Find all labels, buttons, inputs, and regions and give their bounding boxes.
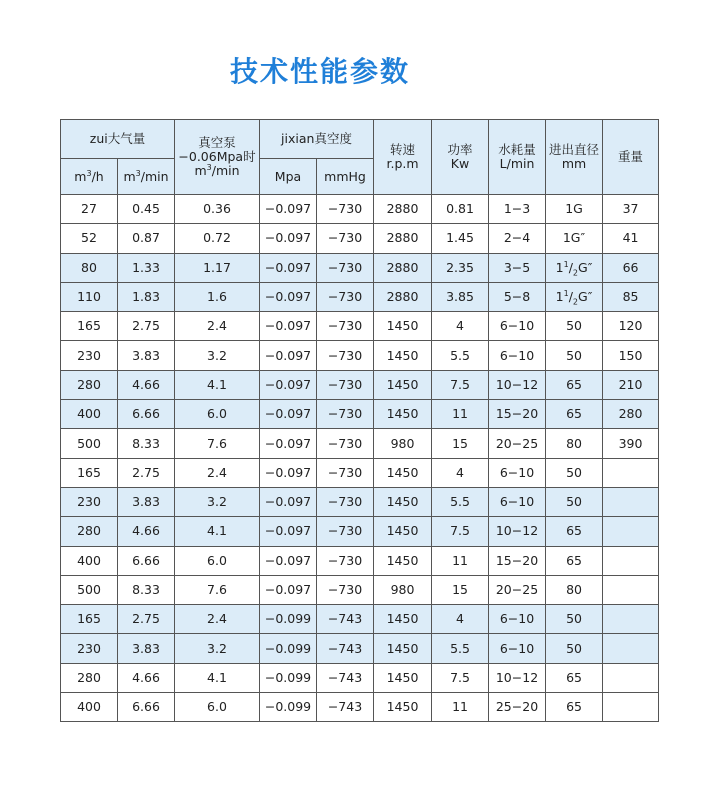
cell-m3h: 52 (61, 224, 118, 253)
cell-m3h: 165 (61, 458, 118, 487)
cell-mmhg: −743 (317, 693, 374, 722)
cell-mmhg: −730 (317, 517, 374, 546)
cell-weight (603, 605, 659, 634)
cell-kw: 4 (432, 458, 489, 487)
cell-mmhg: −743 (317, 663, 374, 692)
cell-m3h: 280 (61, 663, 118, 692)
cell-weight (603, 487, 659, 516)
cell-rpm: 1450 (374, 693, 432, 722)
cell-kw: 7.5 (432, 663, 489, 692)
cell-mpa: −0.097 (260, 458, 317, 487)
header-vacuum-group: jixian真空度 (260, 120, 374, 159)
cell-m3h: 500 (61, 429, 118, 458)
cell-weight: 41 (603, 224, 659, 253)
cell-pump: 2.4 (175, 605, 260, 634)
cell-mpa: −0.099 (260, 634, 317, 663)
cell-rpm: 1450 (374, 546, 432, 575)
cell-rpm: 1450 (374, 341, 432, 370)
cell-m3min: 4.66 (118, 663, 175, 692)
cell-rpm: 1450 (374, 605, 432, 634)
cell-mmhg: −730 (317, 312, 374, 341)
cell-water: 3−5 (489, 253, 546, 282)
cell-m3h: 280 (61, 517, 118, 546)
cell-weight: 120 (603, 312, 659, 341)
cell-m3min: 4.66 (118, 370, 175, 399)
cell-mpa: −0.097 (260, 195, 317, 224)
cell-kw: 2.35 (432, 253, 489, 282)
cell-kw: 4 (432, 605, 489, 634)
table-header (61, 120, 659, 195)
cell-m3min: 3.83 (118, 487, 175, 516)
cell-pump: 0.36 (175, 195, 260, 224)
cell-m3h: 27 (61, 195, 118, 224)
cell-mpa: −0.097 (260, 517, 317, 546)
cell-pump: 2.4 (175, 312, 260, 341)
cell-rpm: 980 (374, 575, 432, 604)
table-row (61, 429, 659, 458)
cell-port: 50 (546, 487, 603, 516)
cell-mmhg: −730 (317, 341, 374, 370)
header-water: 水耗量 L/min (489, 120, 546, 195)
cell-mpa: −0.099 (260, 605, 317, 634)
cell-rpm: 2880 (374, 253, 432, 282)
table-row (61, 517, 659, 546)
cell-m3h: 165 (61, 605, 118, 634)
cell-port: 50 (546, 634, 603, 663)
cell-water: 10−12 (489, 517, 546, 546)
cell-kw: 5.5 (432, 487, 489, 516)
cell-pump: 3.2 (175, 634, 260, 663)
cell-water: 1−3 (489, 195, 546, 224)
cell-pump: 3.2 (175, 341, 260, 370)
cell-kw: 11 (432, 693, 489, 722)
cell-mmhg: −730 (317, 400, 374, 429)
cell-kw: 15 (432, 429, 489, 458)
cell-weight: 150 (603, 341, 659, 370)
cell-port: 50 (546, 312, 603, 341)
table-row (61, 487, 659, 516)
table-row (61, 400, 659, 429)
cell-port: 65 (546, 517, 603, 546)
cell-port: 1G (546, 195, 603, 224)
cell-rpm: 2880 (374, 282, 432, 311)
cell-weight (603, 634, 659, 663)
cell-rpm: 2880 (374, 195, 432, 224)
cell-water: 20−25 (489, 575, 546, 604)
cell-rpm: 1450 (374, 370, 432, 399)
cell-port: 65 (546, 400, 603, 429)
table-row (61, 282, 659, 311)
cell-water: 6−10 (489, 341, 546, 370)
cell-rpm: 1450 (374, 517, 432, 546)
cell-port: 80 (546, 575, 603, 604)
cell-mpa: −0.099 (260, 663, 317, 692)
cell-mpa: −0.097 (260, 341, 317, 370)
cell-water: 10−12 (489, 370, 546, 399)
cell-mmhg: −730 (317, 487, 374, 516)
cell-kw: 11 (432, 400, 489, 429)
cell-mmhg: −730 (317, 546, 374, 575)
cell-m3h: 400 (61, 400, 118, 429)
cell-rpm: 1450 (374, 663, 432, 692)
cell-mpa: −0.097 (260, 253, 317, 282)
cell-weight (603, 663, 659, 692)
header-m3min: $m^3/\min$ (118, 159, 175, 195)
cell-pump: 2.4 (175, 458, 260, 487)
cell-port: 65 (546, 370, 603, 399)
cell-rpm: 1450 (374, 487, 432, 516)
cell-mmhg: −730 (317, 370, 374, 399)
cell-m3min: 8.33 (118, 575, 175, 604)
cell-m3h: 230 (61, 341, 118, 370)
cell-m3min: 0.87 (118, 224, 175, 253)
cell-mmhg: −730 (317, 282, 374, 311)
cell-kw: 5.5 (432, 634, 489, 663)
cell-rpm: 980 (374, 429, 432, 458)
cell-weight: 280 (603, 400, 659, 429)
header-mpa: Mpa (260, 159, 317, 195)
header-pump-line2: −0.06Mpa时 (178, 149, 256, 164)
cell-m3min: 6.66 (118, 693, 175, 722)
cell-mpa: −0.097 (260, 224, 317, 253)
table-row (61, 370, 659, 399)
header-m3h: $m^3/h$ (61, 159, 118, 195)
cell-port: 50 (546, 341, 603, 370)
page-title: 技术性能参数 (229, 55, 410, 88)
cell-mmhg: −730 (317, 224, 374, 253)
cell-water: 20−25 (489, 429, 546, 458)
cell-m3h: 230 (61, 634, 118, 663)
cell-kw: 15 (432, 575, 489, 604)
cell-port: 1G″ (546, 224, 603, 253)
cell-kw: 1.45 (432, 224, 489, 253)
cell-kw: 7.5 (432, 517, 489, 546)
cell-mmhg: −743 (317, 634, 374, 663)
table-row (61, 663, 659, 692)
cell-m3min: 2.75 (118, 312, 175, 341)
cell-rpm: 1450 (374, 400, 432, 429)
header-speed: 转速 r.p.m (374, 120, 432, 195)
cell-mpa: −0.097 (260, 370, 317, 399)
cell-pump: 4.1 (175, 370, 260, 399)
cell-water: 6−10 (489, 458, 546, 487)
cell-weight: 66 (603, 253, 659, 282)
header-pump-rate (175, 120, 260, 195)
cell-water: 6−10 (489, 312, 546, 341)
cell-water: 6−10 (489, 487, 546, 516)
header-weight: 重量 (603, 120, 659, 195)
cell-weight: 390 (603, 429, 659, 458)
cell-water: 15−20 (489, 400, 546, 429)
cell-rpm: 1450 (374, 458, 432, 487)
header-port: 进出直径 mm (546, 120, 603, 195)
table-row (61, 195, 659, 224)
cell-mmhg: −730 (317, 253, 374, 282)
header-mmhg: mmHg (317, 159, 374, 195)
cell-water: 6−10 (489, 634, 546, 663)
table-row (61, 341, 659, 370)
cell-mpa: −0.097 (260, 487, 317, 516)
cell-m3h: 80 (61, 253, 118, 282)
table-row (61, 634, 659, 663)
cell-weight (603, 517, 659, 546)
cell-port: 65 (546, 693, 603, 722)
cell-weight (603, 693, 659, 722)
cell-pump: 1.17 (175, 253, 260, 282)
cell-mmhg: −730 (317, 195, 374, 224)
cell-m3min: 1.33 (118, 253, 175, 282)
cell-kw: 0.81 (432, 195, 489, 224)
cell-m3min: 0.45 (118, 195, 175, 224)
cell-mpa: −0.097 (260, 282, 317, 311)
cell-pump: 6.0 (175, 693, 260, 722)
cell-m3min: 6.66 (118, 546, 175, 575)
cell-mpa: −0.099 (260, 693, 317, 722)
cell-mpa: −0.097 (260, 400, 317, 429)
cell-water: 10−12 (489, 663, 546, 692)
cell-pump: 6.0 (175, 400, 260, 429)
table-row (61, 605, 659, 634)
cell-pump: 6.0 (175, 546, 260, 575)
table-row (61, 575, 659, 604)
cell-m3min: 1.83 (118, 282, 175, 311)
cell-mmhg: −730 (317, 429, 374, 458)
table-row (61, 312, 659, 341)
table-row (61, 224, 659, 253)
cell-rpm: 1450 (374, 312, 432, 341)
table-row (61, 458, 659, 487)
cell-kw: 5.5 (432, 341, 489, 370)
cell-port: 50 (546, 605, 603, 634)
cell-m3min: 6.66 (118, 400, 175, 429)
cell-weight (603, 575, 659, 604)
cell-pump: 4.1 (175, 517, 260, 546)
cell-port: $1^1/_2G''$ (546, 253, 603, 282)
cell-m3h: 165 (61, 312, 118, 341)
cell-water: 6−10 (489, 605, 546, 634)
cell-m3min: 8.33 (118, 429, 175, 458)
table-body (61, 195, 659, 722)
cell-rpm: 2880 (374, 224, 432, 253)
cell-mmhg: −730 (317, 575, 374, 604)
table-row (61, 546, 659, 575)
cell-kw: 11 (432, 546, 489, 575)
cell-port: 80 (546, 429, 603, 458)
cell-mpa: −0.097 (260, 575, 317, 604)
cell-mpa: −0.097 (260, 546, 317, 575)
table-row (61, 693, 659, 722)
cell-m3min: 2.75 (118, 458, 175, 487)
table-row (61, 253, 659, 282)
cell-weight: 37 (603, 195, 659, 224)
cell-water: 5−8 (489, 282, 546, 311)
cell-weight: 85 (603, 282, 659, 311)
header-pump-line1: 真空泵 (198, 135, 236, 150)
cell-mmhg: −730 (317, 458, 374, 487)
spec-table (60, 119, 659, 722)
cell-mmhg: −743 (317, 605, 374, 634)
cell-pump: 1.6 (175, 282, 260, 311)
cell-pump: 4.1 (175, 663, 260, 692)
cell-m3h: 500 (61, 575, 118, 604)
cell-kw: 4 (432, 312, 489, 341)
cell-water: 25−20 (489, 693, 546, 722)
cell-weight (603, 458, 659, 487)
cell-m3h: 110 (61, 282, 118, 311)
cell-pump: 3.2 (175, 487, 260, 516)
cell-water: 15−20 (489, 546, 546, 575)
cell-weight (603, 546, 659, 575)
cell-m3h: 400 (61, 546, 118, 575)
cell-m3min: 3.83 (118, 634, 175, 663)
cell-rpm: 1450 (374, 634, 432, 663)
cell-port: 65 (546, 546, 603, 575)
header-pump-unit: $m^3/\min$ (194, 162, 240, 178)
cell-water: 2−4 (489, 224, 546, 253)
header-airflow-group: zui大气量 (61, 120, 175, 159)
cell-pump: 0.72 (175, 224, 260, 253)
cell-port: 65 (546, 663, 603, 692)
cell-mpa: −0.097 (260, 429, 317, 458)
cell-m3h: 400 (61, 693, 118, 722)
cell-pump: 7.6 (175, 429, 260, 458)
header-power: 功率 Kw (432, 120, 489, 195)
cell-m3min: 4.66 (118, 517, 175, 546)
cell-weight: 210 (603, 370, 659, 399)
cell-port: $1^1/_2G''$ (546, 282, 603, 311)
cell-m3h: 230 (61, 487, 118, 516)
cell-mpa: −0.097 (260, 312, 317, 341)
cell-m3h: 280 (61, 370, 118, 399)
cell-kw: 3.85 (432, 282, 489, 311)
cell-kw: 7.5 (432, 370, 489, 399)
cell-pump: 7.6 (175, 575, 260, 604)
cell-port: 50 (546, 458, 603, 487)
cell-m3min: 2.75 (118, 605, 175, 634)
cell-m3min: 3.83 (118, 341, 175, 370)
